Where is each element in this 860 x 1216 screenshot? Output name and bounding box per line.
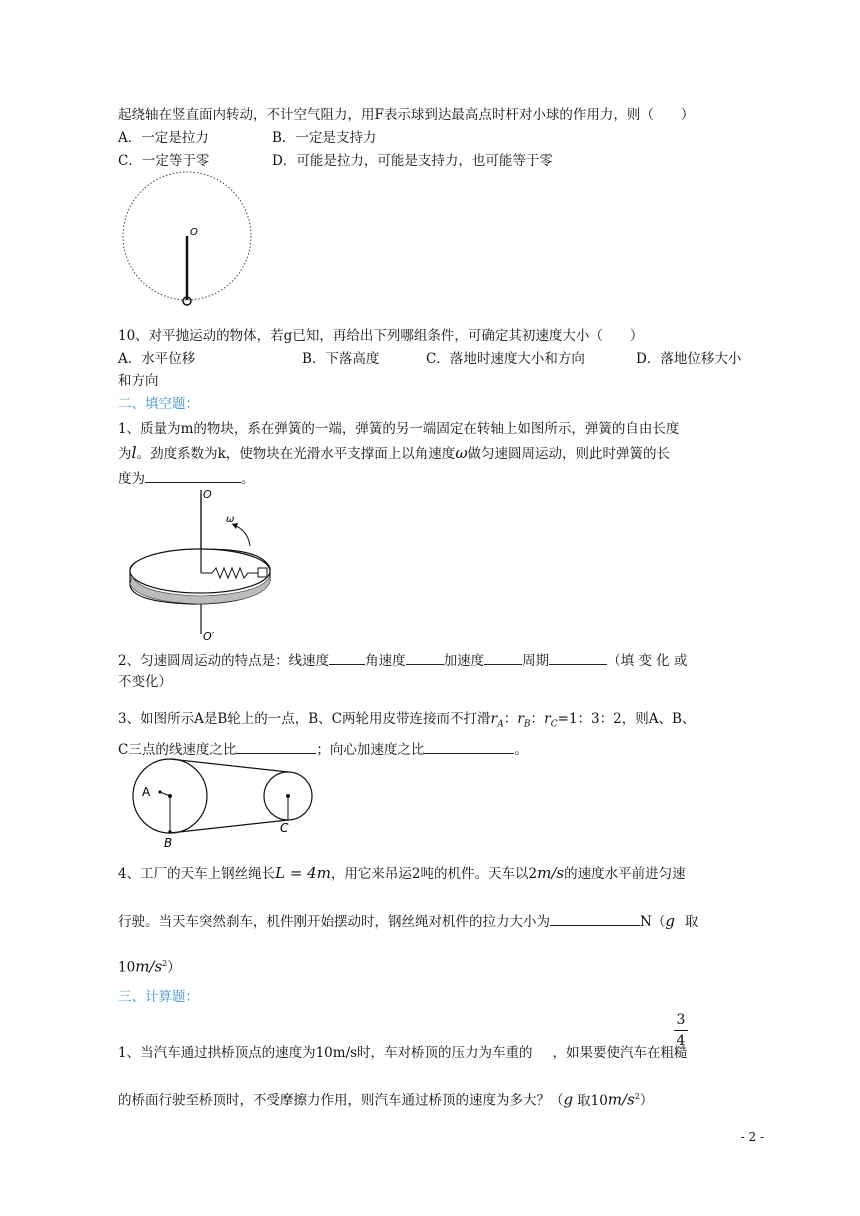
symbol-r: r: [517, 711, 524, 727]
superscript-2: 2: [634, 1092, 640, 1101]
symbol-omega: ω: [455, 444, 468, 462]
q9-option-b: B．一定是支持力: [272, 130, 377, 146]
blank-period[interactable]: [549, 650, 607, 665]
fill1-line2: [118, 444, 670, 463]
page-number: - 2 -: [740, 1130, 764, 1144]
label-o: O: [203, 488, 212, 501]
fill4-ten: 10: [118, 959, 136, 976]
calc1-text-pre: 1、当汽车通过拱桥顶点的速度为10m/s时，车对桥顶的压力为车重的: [118, 1045, 533, 1061]
fill1-text: 为: [118, 446, 132, 462]
q9-stem: 起绕轴在竖直面内转动，不计空气阻力，用F表示球到达最高点时杆对小球的作用力，则（ ）: [118, 107, 695, 123]
fill4-text2: 行驶。当天车突然刹车，机件刚开始摆动时，钢丝绳对机件的拉力大小为: [118, 914, 550, 930]
fill4-close: ）: [167, 959, 181, 976]
q10-option-d: D．落地位移大小: [636, 351, 742, 367]
fill4-line1: [118, 864, 686, 883]
expr-length: L = 4m: [275, 864, 331, 882]
block: [258, 568, 267, 577]
fill3-ratio: =1：3：2，则A、B、: [557, 711, 696, 727]
unit-m-per-s: m/s: [537, 864, 565, 882]
fill2-line1: [118, 650, 687, 670]
label-omega: ω: [226, 514, 235, 525]
label-b: B: [164, 836, 173, 850]
fraction-bar: [674, 1030, 688, 1031]
fill3-period: 。: [514, 742, 528, 758]
point-a-line: [160, 792, 170, 796]
symbol-r: r: [544, 711, 551, 727]
blank-linear-velocity[interactable]: [329, 650, 365, 665]
subscript-a: A: [497, 719, 504, 730]
unit-m-per-s2: m/s: [135, 957, 163, 976]
q9-circle-figure: [118, 170, 268, 310]
fill2-text-b: 角速度: [365, 653, 406, 669]
calc1-text-post: ，如果要使汽车在粗糙: [552, 1045, 688, 1061]
fill3-text: 3、如图所示A是B轮上的一点，B、C两轮用皮带连接而不打滑: [118, 711, 491, 727]
fill3-pulley-figure: [126, 756, 326, 852]
fill4-take: 取: [684, 914, 699, 930]
blank-acceleration[interactable]: [484, 650, 522, 665]
fill4-text-mid: ，用它来吊运2吨的机件。天车以2: [330, 866, 538, 882]
fill3-text-pre: C三点的线速度之比: [118, 742, 237, 758]
fill2-text-a: 2、匀速圆周运动的特点是：线速度: [118, 653, 330, 669]
symbol-g: g: [563, 1090, 574, 1109]
unit-m-per-s2: m/s: [607, 1090, 635, 1109]
superscript-2: 2: [162, 959, 168, 968]
fill1-text-mid: 。劲度系数为k，使物块在光滑水平支撑面上以角速度: [136, 446, 456, 462]
symbol-r: r: [490, 711, 498, 727]
calc1-line1: [118, 1044, 688, 1062]
q10-option-c: C．落地时速度大小和方向: [426, 351, 585, 367]
belt-bottom: [170, 820, 288, 833]
fill3-text-mid: ；向心加速度之比: [316, 742, 425, 758]
section-calculation-title: 三、计算题：: [118, 989, 199, 1005]
calc1-close: ）: [639, 1092, 654, 1109]
section-fill-in-title: 二、填空题：: [118, 396, 199, 412]
label-o-prime: O′: [203, 630, 215, 643]
calc1-take: 取10: [577, 1092, 608, 1109]
fill1-text-post: 做匀速圆周运动，则此时弹簧的长: [467, 446, 671, 462]
colon: ：: [503, 711, 518, 727]
fill1-period: 。: [241, 471, 255, 487]
colon: ：: [530, 711, 545, 727]
fill4-line3: [118, 955, 181, 977]
blank-linear-velocity-ratio[interactable]: [236, 739, 316, 754]
fill4-text-post: 的速度水平前进匀速: [564, 866, 686, 882]
q10-option-a: A．水平位移: [118, 351, 196, 367]
fraction-numerator: 3: [676, 1012, 686, 1028]
unit-newton: N（: [640, 914, 666, 930]
q10-option-d-continued: 和方向: [118, 373, 159, 389]
calc1-text2: 的桥面行驶至桥顶时，不受摩擦力作用，则汽车通过桥顶的速度为多大？（: [118, 1092, 564, 1109]
calc1-line2: [118, 1088, 653, 1110]
q10-stem: 10、对平抛运动的物体，若g已知，再给出下列哪组条件，可确定其初速度大小（ ）: [118, 328, 644, 344]
fill2-line2: 不变化）: [118, 674, 172, 690]
center-label-o: O: [190, 227, 198, 238]
symbol-g: g: [665, 912, 675, 930]
fill2-text-d: 周期: [522, 653, 550, 669]
fill3-line1: [118, 710, 695, 734]
q9-option-a: A．一定是拉力: [118, 130, 209, 146]
fill1-line1: 1、质量为m的物块，系在弹簧的一端，弹簧的另一端固定在转轴上如图所示，弹簧的自由长度: [118, 421, 680, 437]
symbol-l: l: [131, 443, 137, 462]
q10-option-b: B．下落高度: [302, 351, 380, 367]
subscript-c: C: [550, 719, 558, 730]
blank-tension[interactable]: [550, 911, 640, 926]
answer-blank[interactable]: [145, 468, 241, 483]
label-a: A: [142, 785, 151, 799]
q9-option-d: D．可能是拉力，可能是支持力，也可能等于零: [272, 153, 553, 169]
disk-top: [130, 549, 270, 593]
blank-angular-velocity[interactable]: [406, 650, 444, 665]
fill1-turntable-figure: [120, 484, 280, 646]
fraction-denominator: 4: [676, 1033, 686, 1049]
fill2-text-c: 加速度: [443, 653, 485, 669]
label-c: C: [280, 821, 289, 835]
fill4-text-pre: 4、工厂的天车上钢丝绳长: [118, 866, 276, 882]
belt-top: [170, 759, 288, 772]
fill2-text-e: （填 变 化 或: [607, 653, 688, 669]
q9-option-c: C．一定等于零: [118, 153, 210, 169]
fill1-text-pre: 度为: [118, 471, 145, 487]
point-a: [158, 790, 161, 793]
subscript-b: B: [523, 719, 531, 730]
point-b: [168, 830, 172, 834]
blank-acceleration-ratio[interactable]: [424, 739, 514, 754]
fill4-line2: [118, 911, 698, 931]
